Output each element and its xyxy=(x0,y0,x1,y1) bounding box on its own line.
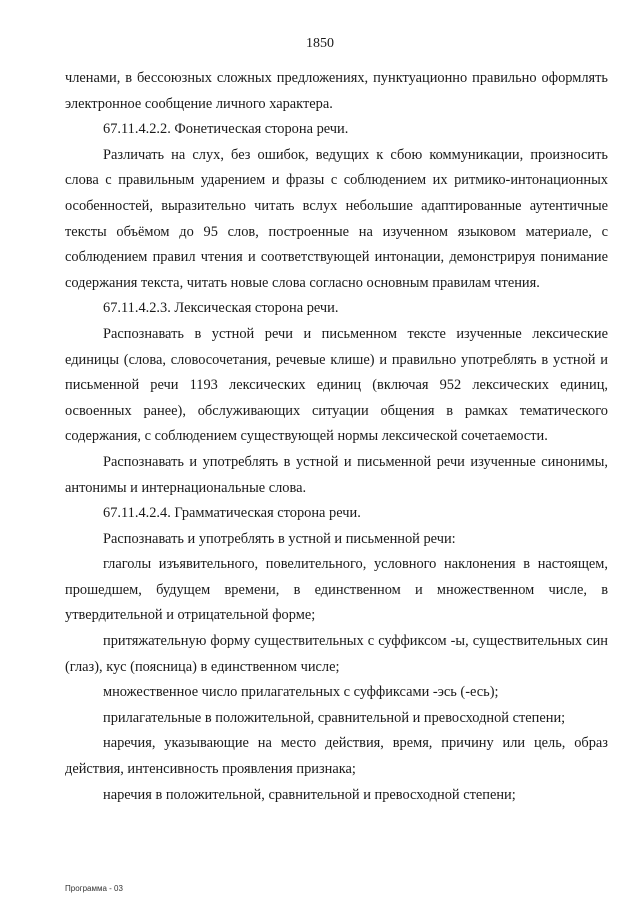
paragraph-synonyms: Распознавать и употреблять в устной и письменной речи изученные синонимы, антонимы и интернациональные слова. xyxy=(65,453,608,496)
list-item-plural-adjectives: множественное число прилагательных с суффиксами -эсь (-есь); xyxy=(103,684,499,701)
section-heading-lexical: 67.11.4.2.3. Лексическая сторона речи. xyxy=(103,300,339,317)
document-body xyxy=(65,66,608,808)
paragraph-lexical: Распознавать в устной речи и письменном тексте изученные лексические единицы (слова, словосочетания, речевые клише) и правильно употреблять в устной и письменной речи 1193 лексических единиц (включая 952 лексических единиц, освоенных ранее), обслуживающих ситуации общения в рамках тематического содержания, с соблюдением существующей нормы лексической сочетаемости. xyxy=(65,325,608,445)
paragraph-phonetics: Различать на слух, без ошибок, ведущих к сбою коммуникации, произносить слова с правильным ударением и фразы с соблюдением их ритмико-интонационных особенностей, выразительно читать вслух небольшие адаптированные аутентичные тексты объёмом до 95 слов, построенные на изученном языковом материале, с соблюдением правил чтения и соответствующей интонации, демонстрируя понимание содержания текста, читать новые слова согласно основным правилам чтения. xyxy=(65,146,608,291)
list-item-verbs: глаголы изъявительного, повелительного, условного наклонения в настоящем, прошедшем, будущем времени, в единственном и множественном числе, в утвердительной и отрицательной форме; xyxy=(65,556,608,624)
section-heading-grammar: 67.11.4.2.4. Грамматическая сторона речи. xyxy=(103,505,361,522)
paragraph-grammar-intro: Распознавать и употреблять в устной и письменной речи: xyxy=(103,530,456,547)
footer-label: Программа - 03 xyxy=(65,884,123,893)
list-item-adjective-degrees: прилагательные в положительной, сравнительной и превосходной степени; xyxy=(103,709,566,726)
list-item-adverb-degrees: наречия в положительной, сравнительной и превосходной степени; xyxy=(103,786,516,803)
list-item-possessive: притяжательную форму существительных с суффиксом -ы, существительных син (глаз), кус (поясница) в единственном числе; xyxy=(65,633,608,675)
page-number: 1850 xyxy=(306,36,334,51)
list-item-adverbs: наречия, указывающие на место действия, время, причину или цель, образ действия, интенсивность проявления признака; xyxy=(65,735,608,778)
section-heading-phonetics: 67.11.4.2.2. Фонетическая сторона речи. xyxy=(103,121,349,138)
paragraph-continuation: членами, в бессоюзных сложных предложениях, пунктуационно правильно оформлять электронное сообщение личного характера. xyxy=(65,70,608,112)
